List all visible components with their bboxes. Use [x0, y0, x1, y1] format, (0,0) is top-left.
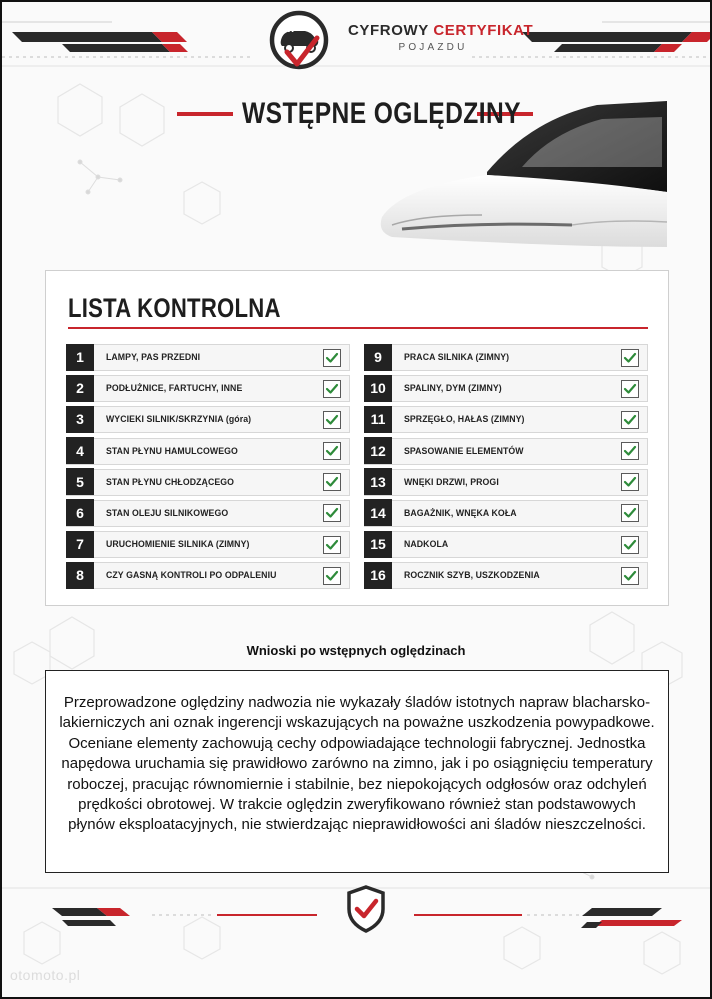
- item-number: 3: [66, 406, 94, 433]
- checkbox-checked-icon: [323, 504, 341, 522]
- checklist-column-right: [364, 344, 648, 594]
- item-number: 7: [66, 531, 94, 558]
- checkbox-checked-icon: [621, 536, 639, 554]
- checklist-title-rule: [68, 327, 648, 329]
- footer: [2, 882, 710, 997]
- item-label: WNĘKI DRZWI, PROGI: [403, 476, 499, 488]
- item-label: LAMPY, PAS PRZEDNI: [105, 352, 201, 363]
- checklist-item: [66, 562, 350, 589]
- checklist-item: [66, 344, 350, 371]
- item-label: PRACA SILNIKA (ZIMNY): [403, 352, 510, 363]
- section-title: WSTĘPNE OGLĘDZINY: [242, 97, 521, 130]
- conclusions-title: Wnioski po wstępnych oględzinach: [246, 643, 466, 658]
- item-label: STAN PŁYNU HAMULCOWEGO: [105, 445, 238, 457]
- checkbox-checked-icon: [323, 411, 341, 429]
- item-label: WYCIEKI SILNIK/SKRZYNIA (góra): [105, 414, 252, 426]
- checklist-item: [66, 531, 350, 558]
- item-label: URUCHOMIENIE SILNIKA (ZIMNY): [105, 539, 250, 551]
- checklist-panel: [45, 270, 669, 606]
- checkbox-checked-icon: [621, 380, 639, 398]
- item-label: BAGAŻNIK, WNĘKA KOŁA: [403, 507, 517, 519]
- checklist-title: LISTA KONTROLNA: [68, 293, 281, 323]
- checkbox-checked-icon: [621, 349, 639, 367]
- checklist-item: [66, 375, 350, 402]
- checkbox-checked-icon: [621, 567, 639, 585]
- car-shield-logo-icon: [267, 8, 331, 72]
- brand-title: [348, 22, 533, 39]
- checklist-column-left: [66, 344, 350, 594]
- checklist-item: [66, 438, 350, 465]
- shield-check-icon: [346, 885, 386, 933]
- watermark: otomoto.pl: [10, 967, 81, 983]
- checklist-item: [364, 531, 648, 558]
- item-label: SPASOWANIE ELEMENTÓW: [403, 445, 524, 457]
- brand-title-part1: CYFROWY: [348, 22, 434, 39]
- item-label: NADKOLA: [403, 539, 449, 551]
- checklist-item: [364, 344, 648, 371]
- checkbox-checked-icon: [621, 411, 639, 429]
- item-label: ROCZNIK SZYB, USZKODZENIA: [403, 570, 540, 582]
- checkbox-checked-icon: [621, 473, 639, 491]
- brand-title-part2: CERTYFIKAT: [433, 22, 534, 39]
- item-number: 10: [364, 375, 392, 402]
- checklist-item: [364, 438, 648, 465]
- item-number: 11: [364, 406, 392, 433]
- item-number: 8: [66, 562, 94, 589]
- checklist-item: [364, 406, 648, 433]
- car-illustration-icon: [362, 97, 667, 257]
- header: [2, 2, 710, 74]
- item-number: 2: [66, 375, 94, 402]
- item-number: 5: [66, 468, 94, 495]
- checklist-item: [364, 500, 648, 527]
- item-number: 15: [364, 531, 392, 558]
- item-label: SPRZĘGŁO, HAŁAS (ZIMNY): [403, 414, 525, 426]
- item-label: STAN OLEJU SILNIKOWEGO: [105, 507, 229, 519]
- item-number: 9: [364, 344, 392, 371]
- item-label: SPALINY, DYM (ZIMNY): [403, 383, 502, 395]
- checkbox-checked-icon: [323, 380, 341, 398]
- item-number: 1: [66, 344, 94, 371]
- item-number: 16: [364, 562, 392, 589]
- conclusions-box: [45, 670, 669, 873]
- item-number: 13: [364, 468, 392, 495]
- checkbox-checked-icon: [323, 473, 341, 491]
- item-label: STAN PŁYNU CHŁODZĄCEGO: [105, 476, 235, 488]
- brand: [348, 22, 533, 53]
- checklist-item: [364, 469, 648, 496]
- svg-text:M: M: [284, 20, 295, 35]
- checklist-item: [364, 562, 648, 589]
- brand-subtitle: POJAZDU: [398, 42, 468, 53]
- checkbox-checked-icon: [323, 567, 341, 585]
- item-number: 6: [66, 499, 94, 526]
- item-number: 4: [66, 437, 94, 464]
- conclusions-text: Przeprowadzone oględziny nadwozia nie wykazały śladów istotnych napraw blacharsko-lakierniczych ani oznak ingerencji wskazujących na poważne uszkodzenia powypadkowe. Oceniane elementy zachowują cechy odpowiadające technologii fabrycznej. Jednostka napędowa uruchamia się prawidłowo zarówno na zimno, jak i po osiągnięciu temperatury roboczej, pracując równomiernie i stabilnie, bez niepokojących odgłosów oraz odchyleń prędkości obrotowej. W trakcie oględzin zweryfikowano również stan podstawowych płynów eksploatacyjnych, nie stwierdzając nieprawidłowości ani śladów nieszczelności.: [59, 694, 655, 834]
- checklist-item: [66, 500, 350, 527]
- item-number: 12: [364, 437, 392, 464]
- checklist-item: [66, 406, 350, 433]
- checkbox-checked-icon: [323, 442, 341, 460]
- checkbox-checked-icon: [621, 504, 639, 522]
- checklist-item: [364, 375, 648, 402]
- checklist-item: [66, 469, 350, 496]
- item-number: 14: [364, 499, 392, 526]
- item-label: CZY GASNĄ KONTROLI PO ODPALENIU: [105, 570, 277, 582]
- item-label: PODŁUŻNICE, FARTUCHY, INNE: [105, 383, 243, 395]
- checkbox-checked-icon: [323, 349, 341, 367]
- checkbox-checked-icon: [323, 536, 341, 554]
- checkbox-checked-icon: [621, 442, 639, 460]
